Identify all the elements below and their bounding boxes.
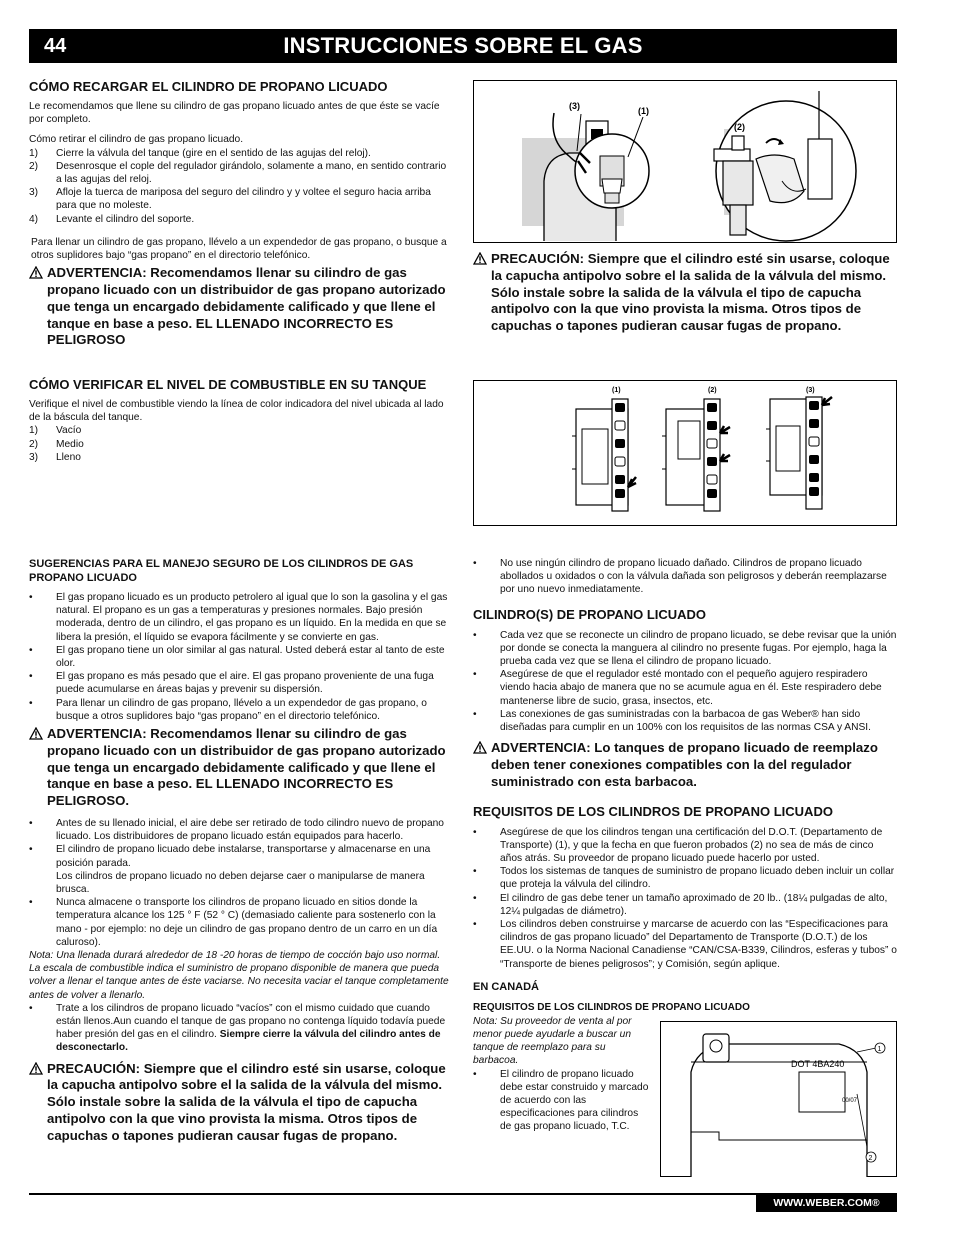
remove-steps <box>29 147 454 226</box>
figure-cylinder-markings <box>660 1021 897 1177</box>
gauge-label-1: (1) <box>612 387 621 394</box>
fuel-level-text: Verifique el nivel de combustible viendo la línea de color indicadora del nivel ubicada al lado de la báscula del tanque. <box>29 399 444 424</box>
fill-text: Para llenar un cilindro de gas propano, llévelo a un expendedor de gas propano, o busque a otros suplidores bajo “gas propano” en el directorio telefónico. <box>31 236 447 262</box>
recharge-heading: CÓMO RECARGAR EL CILINDRO DE PROPANO LICUADO <box>29 79 388 94</box>
cylinder-heading: CILINDRO(S) DE PROPANO LICUADO <box>473 606 707 622</box>
fuel-level-heading: CÓMO VERIFICAR EL NIVEL DE COMBUSTIBLE EN SU TANQUE <box>29 377 427 392</box>
gauge-full <box>766 397 832 509</box>
safety-list-2 <box>29 817 454 949</box>
list-item: • El gas propano tiene un olor similar al gas natural. Usted deberá estar al tanto de este olor. <box>29 644 445 670</box>
canada-note: Nota: Su proveedor de venta al por menor puede ayudarle a buscar un tanque de reemplazo para su barbacoa. <box>473 1015 632 1067</box>
callout-3: (3) <box>569 101 580 111</box>
dot-marking: DOT 4BA240 <box>791 1059 845 1069</box>
list-item: 1) Vacío <box>29 425 82 437</box>
safety-list-1 <box>29 591 454 723</box>
gauge-label-2: (2) <box>708 387 717 394</box>
list-item: • Para llenar un cilindro de gas propano, llévelo a un expendedor de gas propano, o busque a otros suplidores bajo “gas propano” en el directorio telefónico. <box>29 697 427 722</box>
safety-list-3 <box>29 1002 454 1055</box>
fuel-level-list <box>29 424 454 464</box>
safety-heading: SUGERENCIAS PARA EL MANEJO SEGURO DE LOS CILINDROS DE GAS PROPANO LICUADO <box>29 558 414 584</box>
page-header <box>29 29 897 63</box>
callout-2: (2) <box>734 122 745 132</box>
list-item: • El cilindro de propano licuado debe instalarse, transportarse y almacenarse en una posición parada. Los cilindros de propano licuado no deben dejarse caer o manipularse de manera brusca. <box>29 844 431 896</box>
page-title: INSTRUCCIONES SOBRE EL GAS <box>283 33 643 58</box>
fill-note: Nota: Una llenada durará alrededor de 18 -20 horas de tiempo de cocción bajo uso normal. La escala de combustible indica el suministro de propano disponible de manera que pueda volver a llenar el tanque antes de éste vaciarse. No necesita vaciar el tanque completamente antes de volver a llenarlo. <box>29 950 449 1001</box>
safety-section <box>29 557 454 1145</box>
remove-title: Cómo retirar el cilindro de gas propano licuado. <box>29 134 244 146</box>
warning-icon <box>473 252 487 265</box>
canada-heading: EN CANADÁ <box>473 980 539 993</box>
list-item: • Los cilindros deben construirse y marcarse de acuerdo con las “Especificaciones para cilindros de gas propano licuado” del Departamento de Transporte (D.O.T.) de los EE.UU. o la Norma Nacional Canadiense “CAN/CSA-B339, Cilindros, esferas y tubos” o “Transporte de bienes peligrosos”; y Comisión, según aplique. <box>473 919 897 970</box>
list-item: • Las conexiones de gas suministradas con la barbacoa de gas Weber® han sido diseñadas para cumplir en un 100% con los requisitos de las normas CSA y ANSI. <box>473 708 871 734</box>
list-item: • No use ningún cilindro de propano licuado dañado. Cilindros de propano licuado abollados u oxidados o con la válvula dañada son peligrosos y deberán reemplazarse por uno nuevo inmediatamente. <box>473 558 887 596</box>
cylinder-markings-illustration <box>661 1022 898 1178</box>
list-item: • Cada vez que se reconecte un cilindro de propano licuado, se debe revisar que la unión por donde se conecta la manguera al cilindro no presente fugas. Por ejemplo, haga la prueba cada vez que se llena el cilindro de propano licuado. <box>473 629 897 668</box>
canada-subheading: REQUISITOS DE LOS CILINDROS DE PROPANO LICUADO <box>473 1001 750 1013</box>
gauge-empty <box>572 399 636 511</box>
list-item: 2) Medio <box>29 438 84 450</box>
list-item: 4) Levante el cilindro del soporte. <box>29 213 195 225</box>
recharge-section <box>29 79 454 349</box>
figure-cylinder-removal <box>473 80 897 243</box>
callout-2: 2 <box>868 1155 873 1162</box>
list-item: • Nunca almacene o transporte los cilindros de propano licuado en sitios donde la temperatura alcance los 125 ° F (52 ° C) (demasiado caliente para sostenerlo con la mano - por ejemplo: no deje un cilindro de gas propano dentro de un carro en un día caluroso). <box>29 897 438 948</box>
list-item: • El gas propano licuado es un producto petrolero al igual que lo son la gasolina y el gas natural. El propano es un gas a temperaturas y presiones normales. Bajo presión moderada, dentro de un cilindro, el gas propano es un líquido. En la medida en que se libera la presión, el líquido se evapora fácilmente y se convierte en gas. <box>29 592 448 643</box>
list-item: • El gas propano es más pesado que el aire. El gas propano proveniente de una fuga puede acumularse en áreas bajas y prevenir su dispersión. <box>29 671 434 696</box>
list-item: 2) Desenrosque el cople del regulador girándolo, solamente a mano, en sentido contrario a las agujas del reloj. <box>29 160 447 186</box>
list-item: • El cilindro de gas debe tener un tamaño aproximado de 20 lb.. (18¼ pulgadas de alto, 12¼ pulgadas de diámetro). <box>473 892 888 917</box>
list-item: 3) Afloje la tuerca de mariposa del seguro del cilindro y y voltee el seguro hacia arriba para que no moleste. <box>29 187 431 212</box>
requirements-heading: REQUISITOS DE LOS CILINDROS DE PROPANO LICUADO <box>473 803 833 819</box>
caution-block: PRECAUCIÓN: Siempre que el cilindro esté sin usarse, coloque la capucha antipolvo sobre el la salida de la válvula del mismo. Sólo instale sobre la salida de la válvula el tipo de capucha antipolvo con la que vino provista la misma. Otros tipos de capuchas o tapones pudieran causar fugas de propano. <box>473 251 897 335</box>
gauge-label-3: (3) <box>806 387 815 394</box>
page-number: 44 <box>44 35 67 57</box>
cylinder-list <box>473 629 897 735</box>
list-item: • Todos los sistemas de tanques de suministro de propano licuado deben incluir un collar que proteja la válvula del cilindro. <box>473 866 895 891</box>
website-url[interactable]: WWW.WEBER.COM® <box>756 1195 897 1212</box>
list-item: 3) Lleno <box>29 451 81 463</box>
list-item: 1) Cierre la válvula del tanque (gire en el sentido de las agujas del reloj). <box>29 147 371 159</box>
cylinder-removal-illustration <box>474 81 898 244</box>
list-item: • Trate a los cilindros de propano licuado “vacíos” con el mismo cuidado que cuando están llenos.Aun cuando el tanque de gas propano no contenga líquido todavía puede haber presión del gas en el cilindro. Siempre cierre la válvula del cilindro antes de desconectarlo. <box>29 1002 446 1054</box>
caution-block: PRECAUCIÓN: Siempre que el cilindro esté sin usarse, coloque la capucha antipolvo sobre el la salida de la válvula del mismo. Sólo instale sobre la salida de la válvula el tipo de capucha antipolvo con la que vino provista la misma. Otros tipos de capuchas o tapones pudieran causar fugas de propano. <box>29 1061 454 1145</box>
test-date: 00/07 <box>842 1098 858 1104</box>
requirements-list <box>473 826 897 971</box>
callout-1: 1 <box>877 1046 882 1053</box>
warning-icon <box>29 1062 43 1075</box>
figure-fuel-gauge <box>473 380 897 526</box>
fuel-gauge-illustration <box>474 381 898 527</box>
list-item: • El cilindro de propano licuado debe estar construido y marcado de acuerdo con las especificaciones para cilindros de gas propano licuado, T.C. <box>473 1068 649 1133</box>
list-item: • Asegúrese de que los cilindros tengan una certificación del D.O.T. (Departamento de Transporte) (1), y que la fecha en que fueron probados (2) no sea de más de cinco años atrás. Su proveedor de propano licuado puede hacerlo por usted. <box>473 826 883 865</box>
list-item: • Asegúrese de que el regulador esté montado con el pequeño agujero respiradero viendo hacia abajo de manera que no se acumule agua en él. Este respiradero debe mantenerse libre de sucio, grasa, insectos, etc. <box>473 669 882 707</box>
warning-icon <box>29 727 43 740</box>
canada-block <box>473 1015 651 1134</box>
canada-list <box>473 1068 651 1134</box>
warning-block: ADVERTENCIA: Lo tanques de propano licuado de reemplazo deben tener conexiones compatibles con la del regulador suministrado con esta barbacoa. <box>473 740 897 790</box>
gauge-half <box>662 399 730 511</box>
damaged-cylinder-list <box>473 557 897 597</box>
list-item: • Antes de su llenado inicial, el aire debe ser retirado de todo cilindro nuevo de propano licuado. Los distribuidores de propano licuado están equipados para hacerlo. <box>29 818 444 843</box>
fuel-level-section <box>29 377 454 464</box>
callout-1: (1) <box>638 106 649 116</box>
recharge-intro: Le recomendamos que llene su cilindro de gas propano licuado antes de que éste se vacíe por completo. <box>29 101 440 126</box>
warning-icon <box>473 741 487 754</box>
warning-block: ADVERTENCIA: Recomendamos llenar su cilindro de gas propano licuado con un distribuidor de gas propano autorizado que tenga un encargado debidamente calificado y que llene el tanque en base a peso. EL LLENADO INCORRECTO ES PELIGROSO <box>29 265 454 349</box>
warning-icon <box>29 266 43 279</box>
warning-block: ADVERTENCIA: Recomendamos llenar su cilindro de gas propano licuado con un distribuidor de gas propano autorizado que tenga un encargado debidamente calificado y que llene el tanque en base a peso. EL LLENADO INCORRECTO ES PELIGROSO. <box>29 726 454 810</box>
